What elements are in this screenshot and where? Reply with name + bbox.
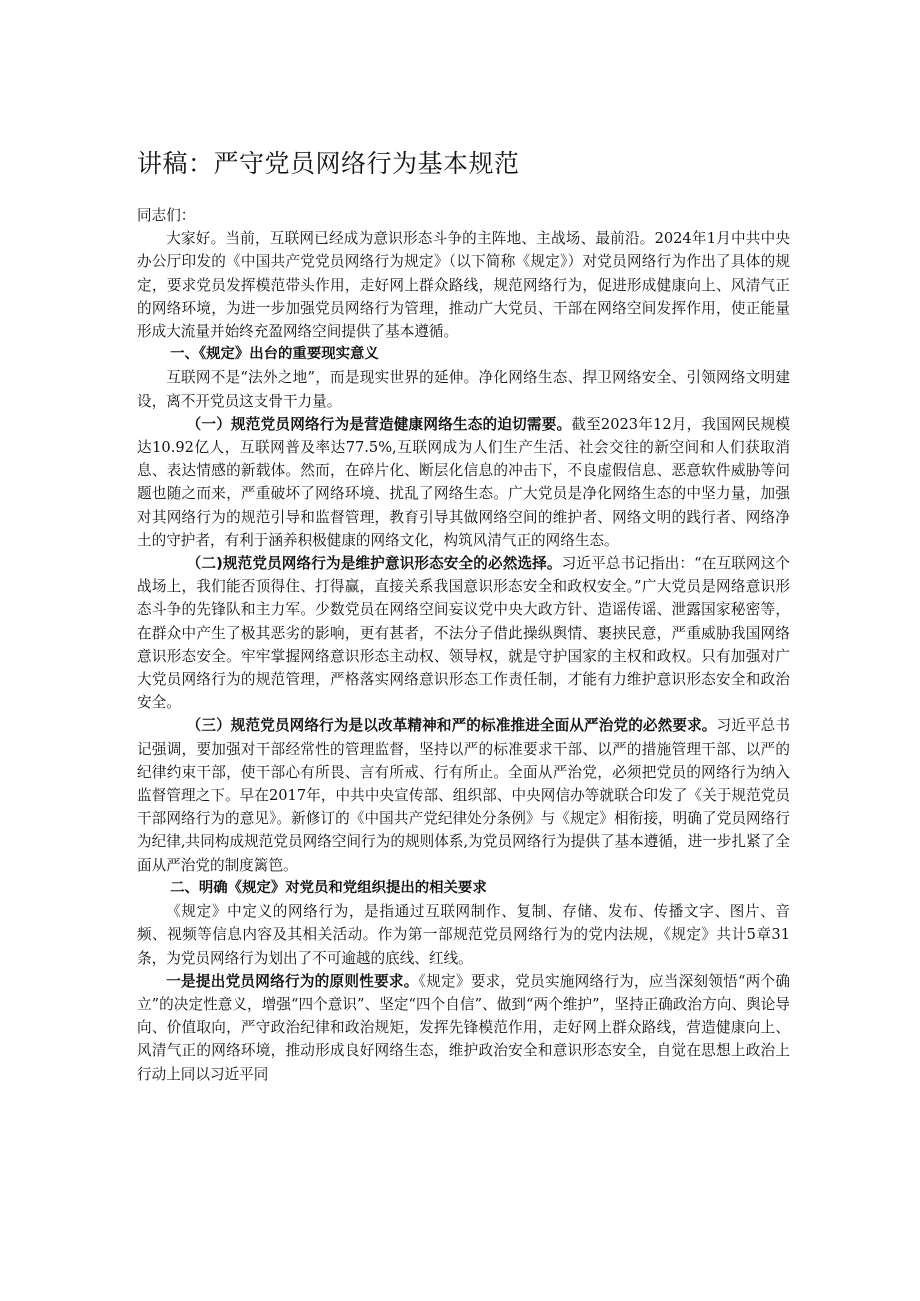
- point-body: 截至2023年12月，我国网民规模达10.92亿人，互联网普及率达77.5%,互联网成为人们生产生活、社会交往的新空间和人们获取消息、表达情感的新载体。然而，在碎片化、断层化信息的冲击下，不良虚假信息、恶意软件威胁等问题也随之而来，严重破坏了网络环境、扰乱了网络生态。广大党员是净化网络生态的中坚力量，加强对其网络行为的规范引导和监督管理，教育引导其做网络空间的维护者、网络文明的践行者、网络净土的守护者，有利于涵养积极健康的网络文化，构筑风清气正的网络生态。: [137, 415, 790, 549]
- section-1-point-3: [137, 714, 790, 876]
- page-title: 讲稿：严守党员网络行为基本规范: [137, 149, 520, 178]
- point-lead: （三）规范党员网络行为是以改革精神和严的标准推进全面从严治党的必然要求。: [186, 717, 717, 735]
- document-page: [137, 146, 790, 1086]
- section-1-point-2: [137, 552, 790, 714]
- section-heading-1: 一、《规定》出台的重要现实意义: [170, 346, 379, 363]
- section-1-intro: 互联网不是“法外之地”，而是现实世界的延伸。净化网络生态、捍卫网络安全、引领网络文明建设，离不开党员这支骨干力量。: [137, 369, 790, 410]
- greeting: 同志们：: [137, 207, 196, 224]
- section-heading-2: 二、明确《规定》对党员和党组织提出的相关要求: [170, 879, 487, 896]
- point-lead: （一）规范党员网络行为是营造健康网络生态的迫切需要。: [186, 415, 572, 433]
- section-2-point-1: [137, 970, 790, 1086]
- section-2-intro: 《规定》中定义的网络行为，是指通过互联网制作、复制、存储、发布、传播文字、图片、音频、视频等信息内容及其相关活动。作为第一部规范党员网络行为的党内法规，《规定》共计5章31条，为党员网络行为划出了不可逾越的底线、红线。: [137, 903, 790, 967]
- point-lead: （二)规范党员网络行为是维护意识形态安全的必然选择。: [186, 555, 562, 573]
- intro-paragraph: 大家好。当前，互联网已经成为意识形态斗争的主阵地、主战场、最前沿。2024年1月中共中央办公厅印发的《中国共产党党员网络行为规定》（以下简称《规定》）对党员网络行为作出了具体的规定，要求党员发挥模范带头作用，走好网上群众路线，规范网络行为，促进形成健康向上、风清气正的网络环境，为进一步加强党员网络行为管理，推动广大党员、干部在网络空间发挥作用，使正能量形成大流量并始终充盈网络空间提供了基本遵循。: [137, 230, 790, 341]
- section-1-point-1: [137, 413, 790, 552]
- point-lead: 一是提出党员网络行为的原则性要求。: [166, 972, 419, 990]
- point-body: 习近平总书记指出：“在互联网这个战场上，我们能否顶得住、打得赢，直接关系我国意识形态安全和政权安全。”广大党员是网络意识形态斗争的先锋队和主力军。少数党员在网络空间妄议党中央大政方针、造谣传谣、泄露国家秘密等，在群众中产生了极其恶劣的影响，更有甚者，不法分子借此操纵舆情、裹挟民意，严重威胁我国网络意识形态安全。牢牢掌握网络意识形态主动权、领导权，就是守护国家的主权和政权。只有加强对广大党员网络行为的规范管理，严格落实网络意识形态工作责任制，才能有力维护意识形态安全和政治安全。: [137, 555, 790, 712]
- point-body: 习近平总书记强调，要加强对干部经常性的管理监督，坚持以严的标准要求干部、以严的措施管理干部、以严的纪律约束干部，使干部心有所畏、言有所戒、行有所止。全面从严治党，必须把党员的网络行为纳入监督管理之下。早在2017年，中共中央宣传部、组织部、中央网信办等就联合印发了《关于规范党员干部网络行为的意见》。新修订的《中国共产党纪律处分条例》与《规定》相衔接，明确了党员网络行为纪律,共同构成规范党员网络空间行为的规则体系,为党员网络行为提供了基本遵循，进一步扎紧了全面从严治党的制度篱笆。: [137, 717, 790, 874]
- point-body: 《规定》要求，党员实施网络行为，应当深刻领悟“两个确立”的决定性意义，增强“四个意识”、坚定“四个自信”、做到“两个维护”，坚持正确政治方向、舆论导向、价值取向，严守政治纪律和政治规矩，发挥先锋模范作用，走好网上群众路线，营造健康向上、风清气正的网络环境，推动形成良好网络生态，维护政治安全和意识形态安全，自觉在思想上政治上行动上同以习近平同: [137, 972, 790, 1083]
